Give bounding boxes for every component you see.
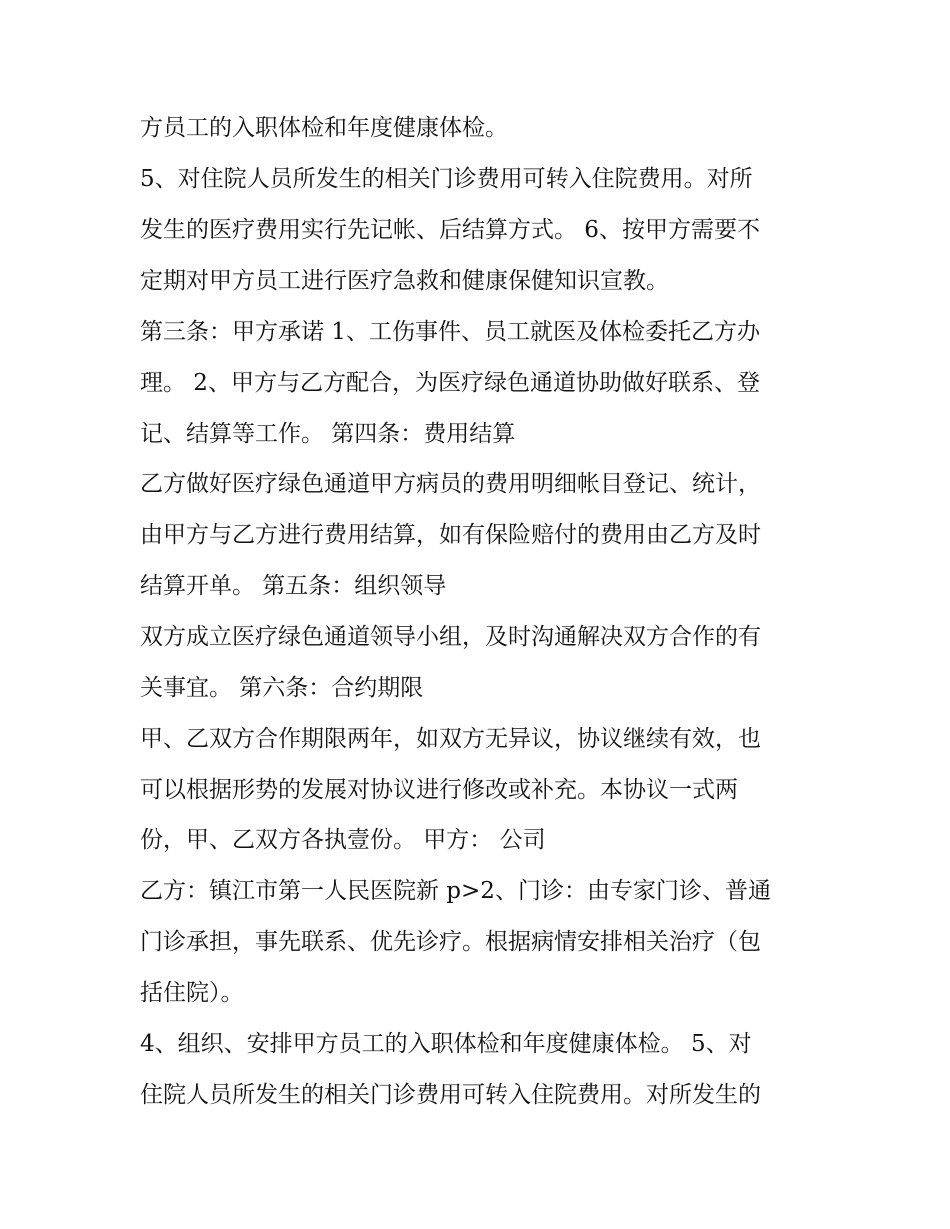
- text-line: 住院人员所发生的相关门诊费用可转入住院费用。对所发生的: [140, 1082, 761, 1108]
- text-line: 双方成立医疗绿色通道领导小组，及时沟通解决双方合作的有: [140, 624, 761, 650]
- text-line: 理。 2、甲方与乙方配合，为医疗绿色通道协助做好联系、登: [140, 370, 760, 396]
- text-line: 门诊承担，事先联系、优先诊疗。根据病情安排相关治疗（包: [140, 929, 761, 955]
- text-line: 甲、乙双方合作期限两年，如双方无异议，协议继续有效，也: [140, 726, 761, 752]
- text-line: 结算开单。 第五条：组织领导: [140, 573, 447, 599]
- text-line: 关事宜。 第六条：合约期限: [140, 675, 424, 701]
- text-line: 记、结算等工作。 第四条：费用结算: [140, 421, 516, 447]
- text-line: 可以根据形势的发展对协议进行修改或补充。本协议一式两: [140, 777, 738, 803]
- text-line: 第三条：甲方承诺 1、工伤事件、员工就医及体检委托乙方办: [140, 319, 760, 345]
- text-line: 5、对住院人员所发生的相关门诊费用可转入住院费用。对所: [140, 166, 753, 192]
- text-line: 乙方：镇江市第一人民医院新 p>2、门诊：由专家门诊、普通: [140, 878, 771, 904]
- text-line: 由甲方与乙方进行费用结算，如有保险赔付的费用由乙方及时: [140, 522, 761, 548]
- text-line: 定期对甲方员工进行医疗急救和健康保健知识宣教。: [140, 268, 669, 294]
- text-line: 方员工的入职体检和年度健康体检。: [140, 115, 508, 141]
- text-line: 乙方做好医疗绿色通道甲方病员的费用明细帐目登记、统计，: [140, 471, 761, 497]
- text-line: 份，甲、乙双方各执壹份。 甲方： 公司: [140, 827, 546, 853]
- text-line: 括住院）。: [140, 980, 244, 1006]
- text-line: 发生的医疗费用实行先记帐、后结算方式。 6、按甲方需要不: [140, 217, 760, 243]
- text-line: 4、组织、安排甲方员工的入职体检和年度健康体检。 5、对: [140, 1031, 752, 1057]
